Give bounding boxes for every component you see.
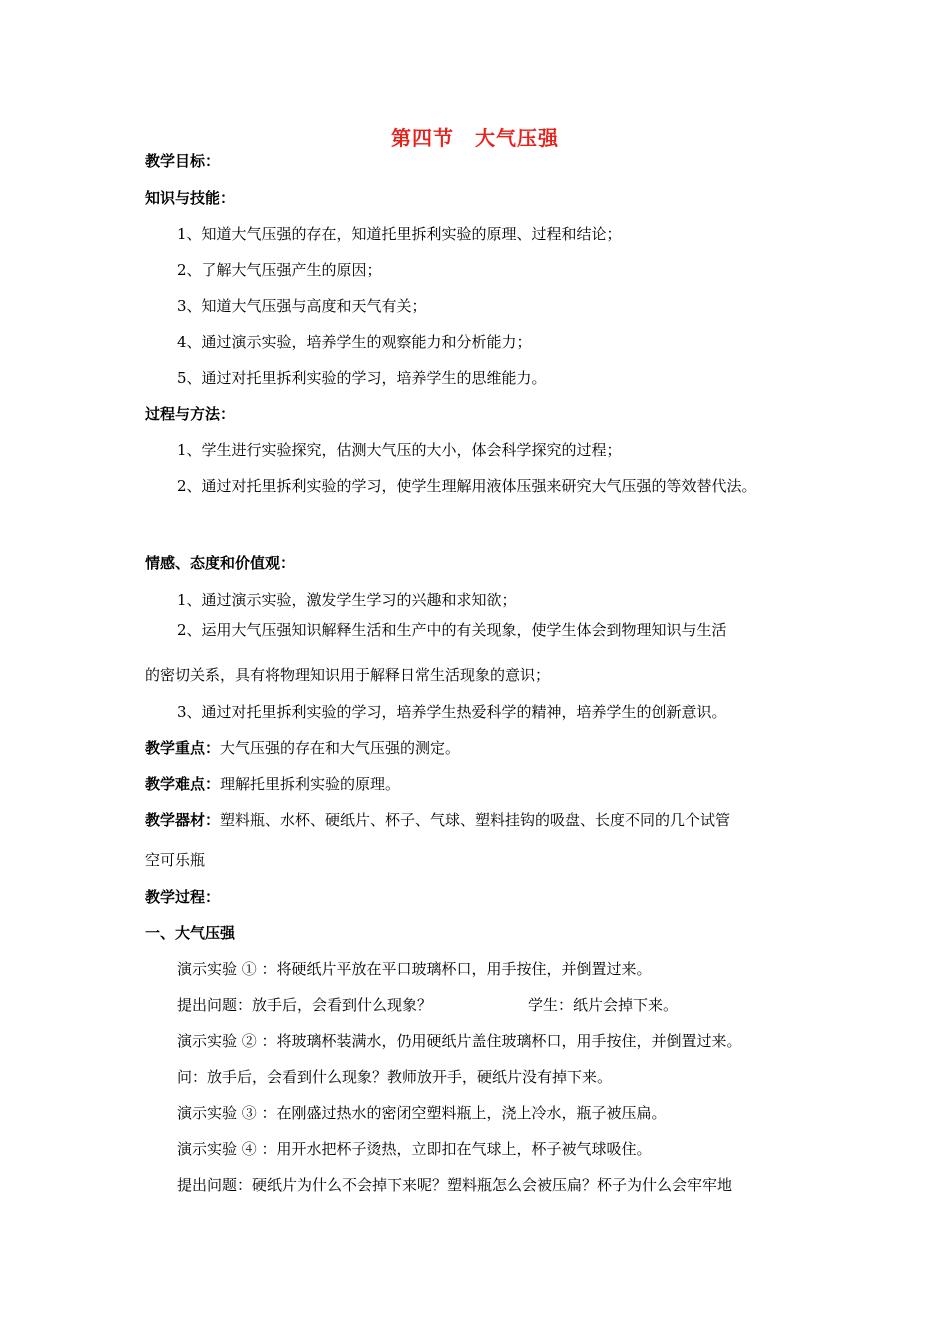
part1-heading: 一、大气压强 — [145, 924, 236, 942]
difficulty-text: 理解托里拆利实验的原理。 — [220, 775, 401, 793]
materials-label: 教学器材： — [145, 811, 221, 829]
knowledge-item: 3、知道大气压强与高度和天气有关； — [177, 297, 427, 315]
question-3: 提出问题：硬纸片为什么不会掉下来呢？塑料瓶怎么会被压扁？杯子为什么会牢牢地 — [177, 1176, 733, 1194]
knowledge-item: 2、了解大气压强产生的原因； — [177, 261, 382, 279]
knowledge-item: 5、通过对托里拆利实验的学习，培养学生的思维能力。 — [177, 369, 547, 387]
demo-3: 演示实验 ③ ：在刚盛过热水的密闭空塑料瓶上，浇上冷水，瓶子被压扁。 — [177, 1104, 667, 1122]
process-heading: 过程与方法： — [145, 405, 236, 423]
knowledge-heading: 知识与技能： — [145, 189, 236, 207]
key-point — [145, 737, 825, 759]
emotion-heading: 情感、态度和价值观： — [145, 554, 296, 572]
emotion-item: 3、通过对托里拆利实验的学习，培养学生热爱科学的精神，培养学生的创新意识。 — [177, 703, 727, 721]
question-1 — [177, 994, 857, 1016]
difficulty-label: 教学难点： — [145, 775, 221, 793]
key-point-text: 大气压强的存在和大气压强的测定。 — [220, 739, 461, 757]
goals-heading: 教学目标： — [145, 152, 221, 170]
knowledge-item: 1、知道大气压强的存在，知道托里拆利实验的原理、过程和结论； — [177, 225, 622, 243]
emotion-item-continued: 的密切关系，具有将物理知识用于解释日常生活现象的意识； — [145, 666, 551, 684]
emotion-item: 1、通过演示实验，激发学生学习的兴趣和求知欲； — [177, 591, 517, 609]
knowledge-item: 4、通过演示实验，培养学生的观察能力和分析能力； — [177, 333, 532, 351]
page-title: 第四节 大气压强 — [391, 126, 559, 150]
key-point-label: 教学重点： — [145, 739, 221, 757]
demo-2: 演示实验 ② ：将玻璃杯装满水，仍用硬纸片盖住玻璃杯口，用手按住，并倒置过来。 — [177, 1032, 742, 1050]
question-1-text: 提出问题：放手后，会看到什么现象？ — [177, 996, 433, 1014]
process-item: 1、学生进行实验探究，估测大气压的大小，体会科学探究的过程； — [177, 441, 622, 459]
demo-1: 演示实验 ① ：将硬纸片平放在平口玻璃杯口，用手按住，并倒置过来。 — [177, 960, 652, 978]
materials-continued: 空可乐瓶 — [145, 851, 206, 869]
process-item: 2、通过对托里拆利实验的学习，使学生理解用液体压强来研究大气压强的等效替代法。 — [177, 477, 757, 495]
demo-4: 演示实验 ④ ：用开水把杯子烫热，立即扣在气球上，杯子被气球吸住。 — [177, 1140, 652, 1158]
materials — [145, 809, 825, 831]
question-2: 问：放手后，会看到什么现象？教师放开手，硬纸片没有掉下来。 — [177, 1068, 613, 1086]
emotion-item: 2、运用大气压强知识解释生活和生产中的有关现象，使学生体会到物理知识与生活 — [177, 621, 727, 639]
difficulty-point — [145, 773, 825, 795]
answer-1-text: 学生：纸片会掉下来。 — [528, 996, 679, 1014]
materials-text: 塑料瓶、水杯、硬纸片、杯子、气球、塑料挂钩的吸盘、长度不同的几个试管 — [220, 811, 731, 829]
procedure-heading: 教学过程： — [145, 888, 221, 906]
